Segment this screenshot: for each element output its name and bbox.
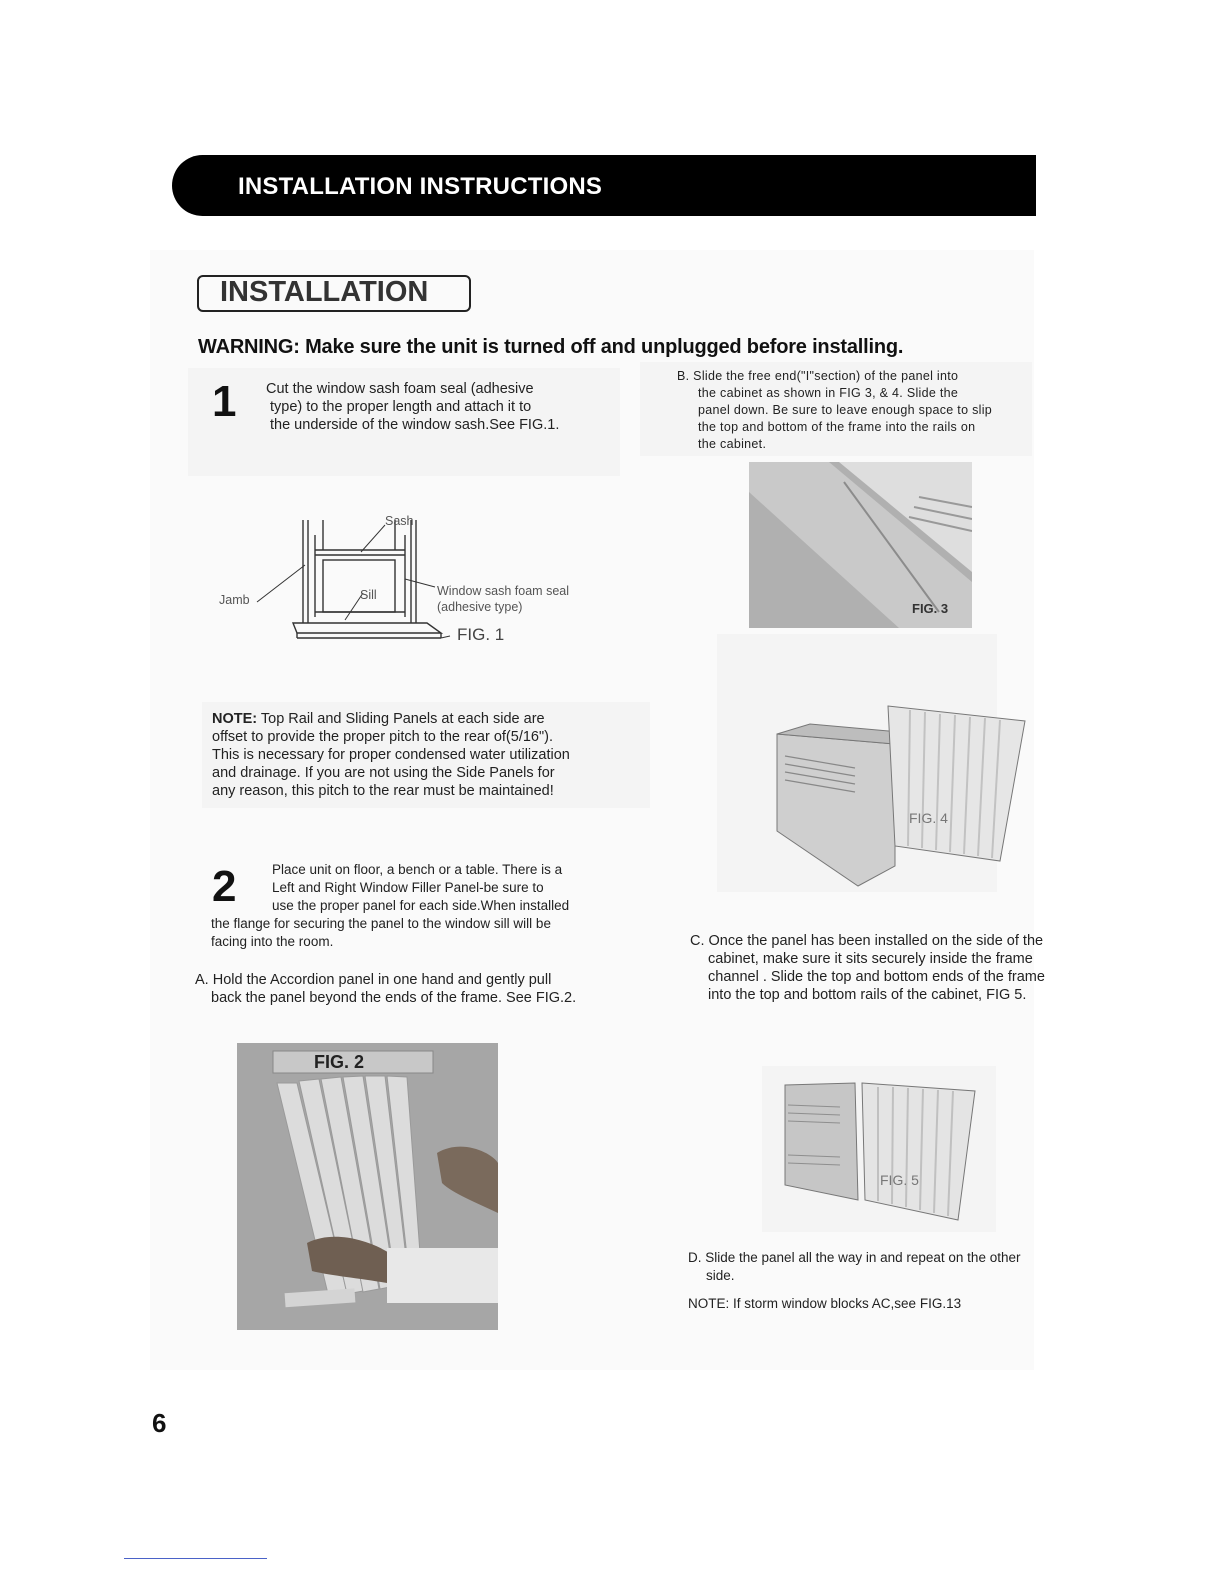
note2-text: NOTE: If storm window blocks AC,see FIG.13: [688, 1296, 962, 1311]
stepB-line: B. Slide the free end("I"section) of the panel into: [677, 369, 959, 383]
step2-line: Place unit on floor, a bench or a table. There is a: [272, 862, 563, 877]
header-title: INSTALLATION INSTRUCTIONS: [238, 173, 603, 200]
fig2-label: FIG. 2: [314, 1052, 365, 1072]
stepB-line: the cabinet.: [698, 437, 767, 451]
note1-line: This is necessary for proper condensed water utilization: [212, 747, 570, 763]
step1-number: 1: [212, 377, 237, 426]
step2-line: facing into the room.: [211, 934, 334, 949]
step1-text: [266, 380, 559, 434]
stepC-line: channel . Slide the top and bottom ends of the frame: [708, 969, 1045, 985]
fig1-jamb-label: Jamb: [219, 593, 250, 607]
fig2-photo: [237, 1043, 498, 1330]
fig4-label: FIG. 4: [909, 810, 948, 826]
stepC-line: C. Once the panel has been installed on the side of the: [690, 933, 1044, 949]
step2-number: 2: [212, 862, 237, 911]
note1-line: and drainage. If you are not using the Side Panels for: [212, 765, 555, 781]
step1-line: type) to the proper length and attach it to: [270, 399, 532, 415]
stepD-line: side.: [706, 1268, 735, 1283]
stepB-line: panel down. Be sure to leave enough space to slip: [698, 403, 993, 417]
stepA-line: A. Hold the Accordion panel in one hand and gently pull: [195, 972, 552, 988]
stepD-line: D. Slide the panel all the way in and repeat on the other: [688, 1250, 1021, 1265]
stepB-text: [677, 368, 992, 453]
step2-text: [272, 861, 569, 915]
warning-text: WARNING: Make sure the unit is turned off and unplugged before installing.: [198, 336, 904, 358]
fig1-seal-label: Window sash foam seal: [437, 584, 570, 598]
fig5-label: FIG. 5: [880, 1172, 919, 1188]
stepD-text: [688, 1249, 1020, 1285]
stepB-line: the top and bottom of the frame into the rails on: [698, 420, 976, 434]
section-title: INSTALLATION: [220, 276, 429, 308]
stepC-line: into the top and bottom rails of the cabinet, FIG 5.: [708, 987, 1027, 1003]
note1-prefix: NOTE:: [212, 711, 258, 727]
fig4-photo: [760, 696, 1040, 896]
footer-divider: [124, 1558, 267, 1559]
stepA-line: back the panel beyond the ends of the frame. See FIG.2.: [211, 990, 577, 1006]
step2-line: use the proper panel for each side.When installed: [272, 898, 570, 913]
step2-text-cont: [211, 915, 551, 951]
note1-line: Top Rail and Sliding Panels at each side are: [257, 711, 545, 727]
fig1-label: FIG. 1: [457, 625, 505, 644]
fig1-sill-label: Sill: [360, 588, 377, 602]
stepC-line: cabinet, make sure it sits securely inside the frame: [708, 951, 1033, 967]
note1-line: offset to provide the proper pitch to the rear of(5/16").: [212, 729, 553, 745]
fig3-label: FIG. 3: [912, 601, 949, 616]
fig1-seal-label: (adhesive type): [437, 600, 523, 614]
note1-line: any reason, this pitch to the rear must be maintained!: [212, 783, 554, 799]
step1-line: Cut the window sash foam seal (adhesive: [266, 381, 534, 397]
fig1-sash-label: Sash: [385, 514, 414, 528]
stepC-text: [690, 932, 1045, 1004]
stepB-line: the cabinet as shown in FIG 3, & 4. Slide the: [698, 386, 959, 400]
step2-line: Left and Right Window Filler Panel-be sure to: [272, 880, 544, 895]
fig5-photo: [780, 1075, 980, 1225]
step1-line: the underside of the window sash.See FIG.1.: [270, 417, 560, 433]
step2-line: the flange for securing the panel to the window sill will be: [211, 916, 551, 931]
stepA-text: [195, 971, 576, 1007]
note1-text: [212, 710, 570, 800]
page-number: 6: [152, 1408, 167, 1438]
